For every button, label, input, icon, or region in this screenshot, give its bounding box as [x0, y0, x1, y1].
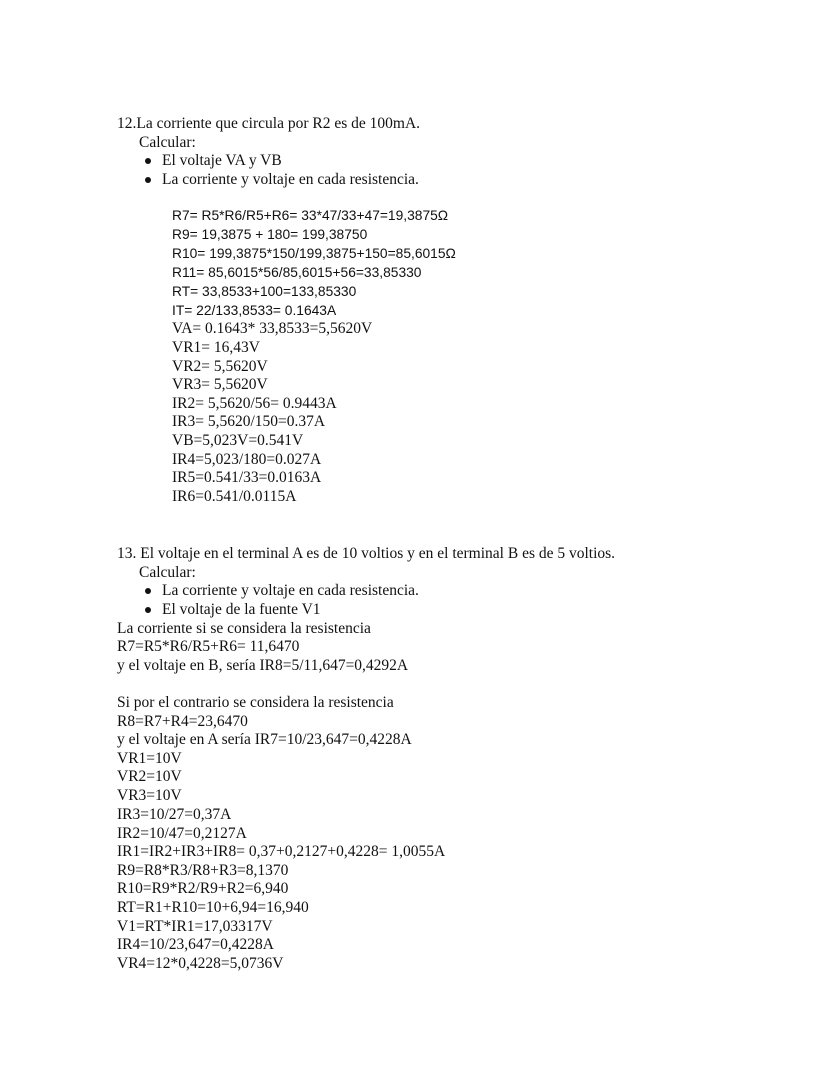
text-line: V1=RT*IR1=17,03317V	[117, 918, 273, 935]
calc-line: IR3= 5,5620/150=0.37A	[172, 413, 326, 430]
calc-line: R7= R5*R6/R5+R6= 33*47/33+47=19,3875Ω	[172, 208, 449, 223]
calc-line: R9= 19,3875 + 180= 199,38750	[172, 227, 368, 242]
calc-line: IT= 22/133,8533= 0.1643A	[172, 303, 337, 318]
text-line: R8=R7+R4=23,6470	[117, 713, 248, 730]
problem-13-bullet-2: El voltaje de la fuente V1	[162, 601, 321, 618]
calc-line: IR6=0.541/0.0115A	[172, 488, 297, 505]
text-line: y el voltaje en A sería IR7=10/23,647=0,4228A	[117, 731, 412, 748]
text-line: VR4=12*0,4228=5,0736V	[117, 955, 284, 972]
bullet-icon	[145, 177, 151, 183]
problem-12-bullet-1: El voltaje VA y VB	[162, 152, 282, 169]
problem-12-bullet-2: La corriente y voltaje en cada resistencia.	[162, 171, 419, 188]
text-line: R9=R8*R3/R8+R3=8,1370	[117, 862, 289, 879]
bullet-icon	[145, 588, 151, 594]
calc-line: R11= 85,6015*56/85,6015+56=33,85330	[172, 265, 422, 280]
bullet-icon	[145, 158, 151, 164]
text-line: y el voltaje en B, sería IR8=5/11,647=0,4292A	[117, 657, 409, 674]
calc-line: VB=5,023V=0.541V	[172, 432, 304, 449]
problem-12-heading: 12.La corriente que circula por R2 es de 100mA.	[117, 115, 421, 132]
text-line: RT=R1+R10=10+6,94=16,940	[117, 899, 309, 916]
calc-line: R10= 199,3875*150/199,3875+150=85,6015Ω	[172, 246, 456, 261]
calc-line: VR3= 5,5620V	[172, 376, 268, 393]
bullet-icon	[145, 607, 151, 613]
text-line: IR4=10/23,647=0,4228A	[117, 936, 274, 953]
text-line: R7=R5*R6/R5+R6= 11,6470	[117, 638, 300, 655]
calc-line: VR2= 5,5620V	[172, 358, 268, 375]
calc-line: IR4=5,023/180=0.027A	[172, 451, 322, 468]
text-line: VR1=10V	[117, 750, 182, 767]
text-line: VR3=10V	[117, 787, 182, 804]
text-line: IR2=10/47=0,2127A	[117, 825, 247, 842]
text-line: La corriente si se considera la resistencia	[117, 620, 371, 637]
problem-13-bullet-1: La corriente y voltaje en cada resistencia.	[162, 582, 419, 599]
text-line: IR1=IR2+IR3+IR8= 0,37+0,2127+0,4228= 1,0055A	[117, 843, 446, 860]
problem-12-calc-label: Calcular:	[139, 134, 196, 151]
text-line: IR3=10/27=0,37A	[117, 806, 232, 823]
calc-line: IR5=0.541/33=0.0163A	[172, 469, 322, 486]
problem-13-calc-label: Calcular:	[139, 564, 196, 581]
text-line: Si por el contrario se considera la resistencia	[117, 694, 394, 711]
text-line: VR2=10V	[117, 768, 182, 785]
calc-line: IR2= 5,5620/56= 0.9443A	[172, 395, 337, 412]
calc-line: RT= 33,8533+100=133,85330	[172, 284, 357, 299]
text-line: R10=R9*R2/R9+R2=6,940	[117, 880, 289, 897]
calc-line: VR1= 16,43V	[172, 339, 260, 356]
calc-line: VA= 0.1643* 33,8533=5,5620V	[172, 320, 373, 337]
problem-13-heading: 13. El voltaje en el terminal A es de 10 voltios y en el terminal B es de 5 voltios.	[117, 545, 616, 562]
